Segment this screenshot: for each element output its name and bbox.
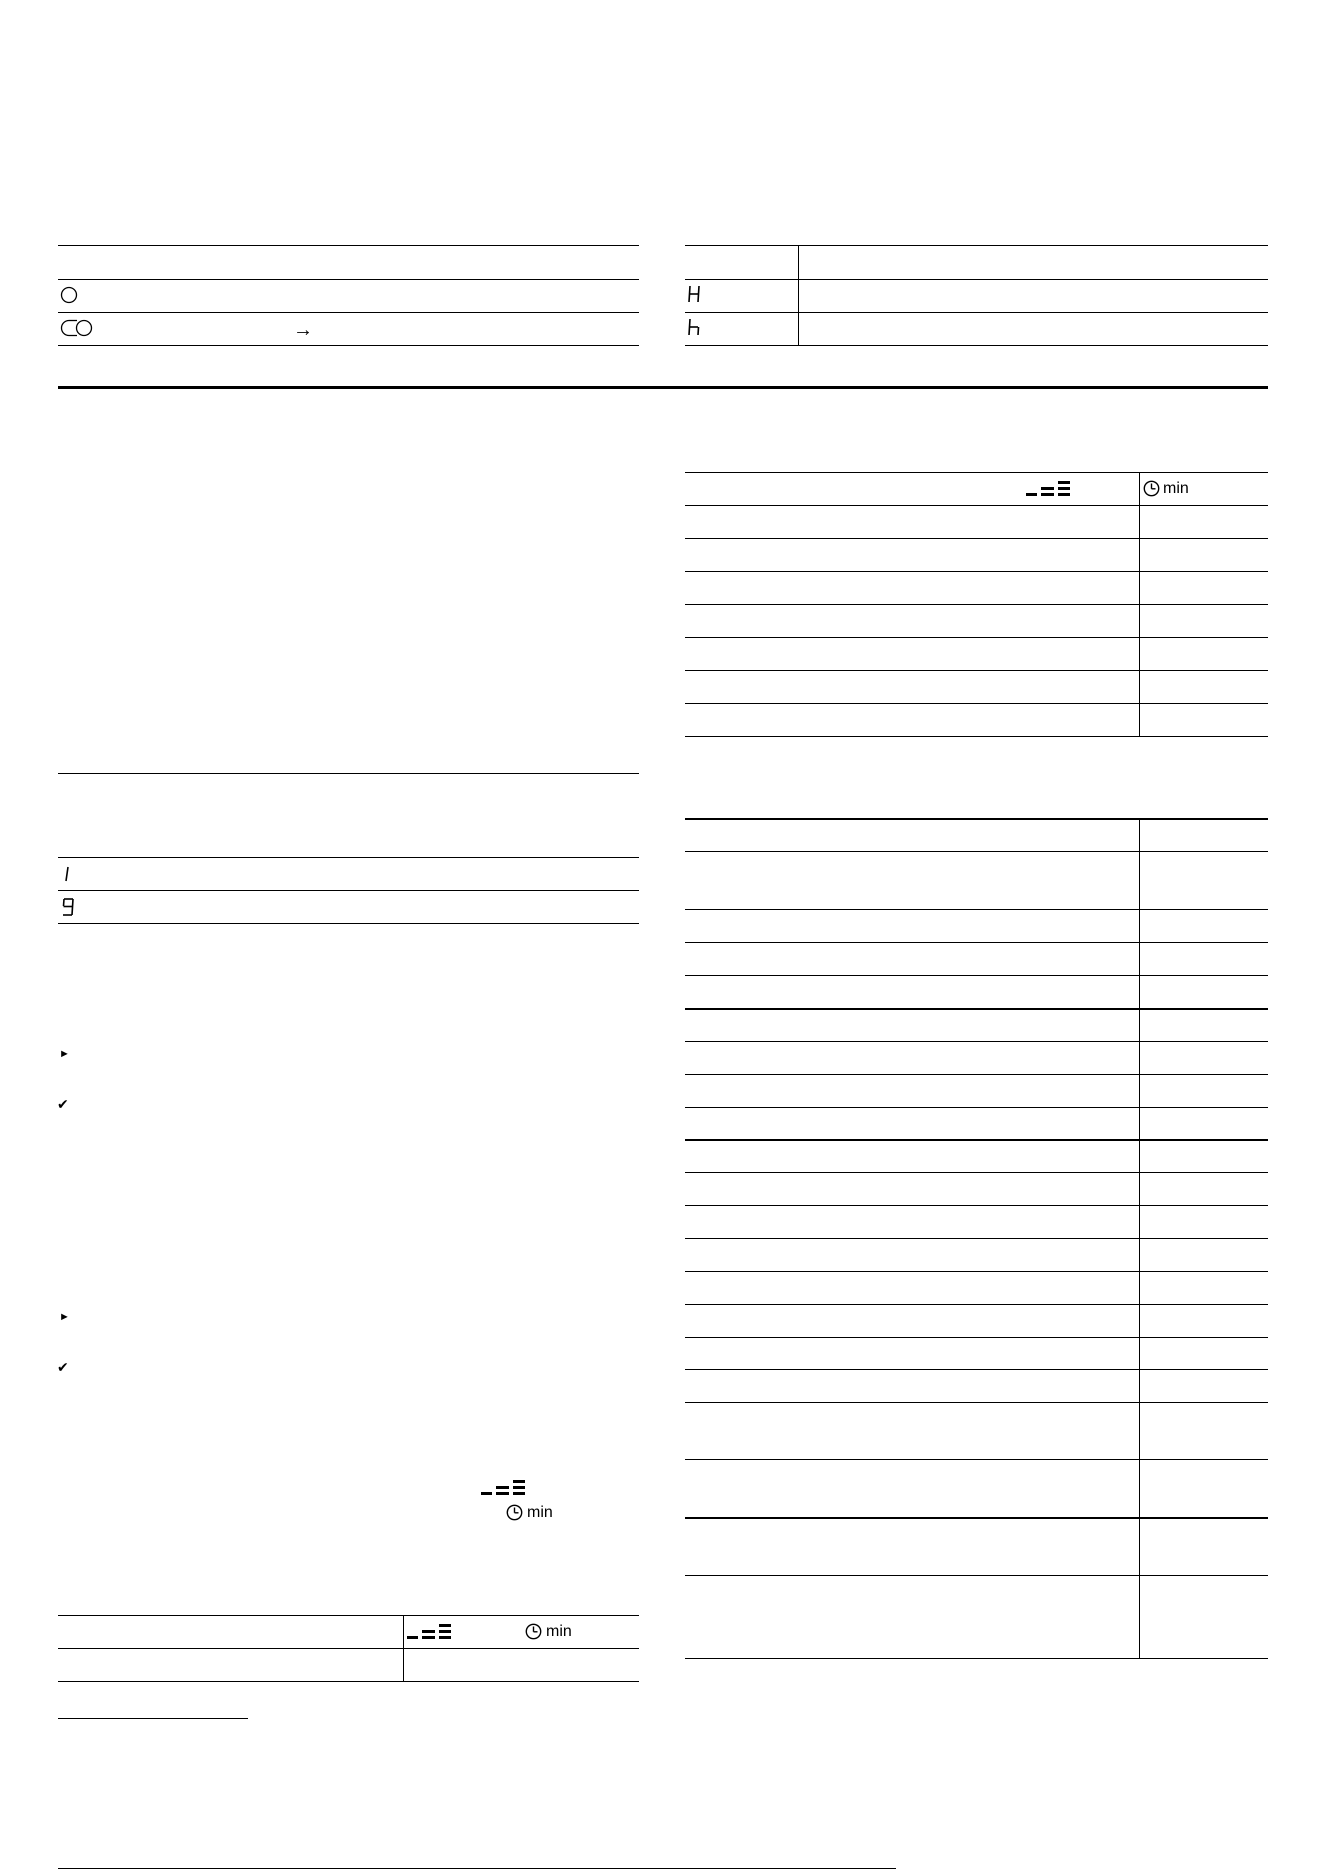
table-rule [685, 538, 1268, 539]
table-rule [685, 1517, 1268, 1519]
table-rule [685, 1337, 1268, 1338]
table-column-rule [1139, 472, 1140, 736]
table-rule [685, 505, 1268, 506]
step-marker-1: ► [59, 1048, 70, 1060]
table-rule [685, 1459, 1268, 1460]
table-rule [58, 245, 639, 246]
table-column-rule [798, 245, 799, 345]
table-rule [685, 472, 1268, 473]
table-rule [685, 1205, 1268, 1206]
table-rule [685, 942, 1268, 943]
clock-icon [1143, 480, 1160, 497]
table-rule [58, 312, 639, 313]
table-rule [685, 670, 1268, 671]
power-level-icon [407, 1622, 451, 1640]
table-rule [685, 345, 1268, 346]
table-rule [685, 736, 1268, 737]
table-rule [685, 818, 1268, 820]
arrow-icon: → [293, 319, 313, 341]
table-rule [685, 909, 1268, 910]
time-unit-label: min [527, 1504, 553, 1521]
table-rule [58, 345, 639, 346]
table-rule [685, 1575, 1268, 1576]
display-code-9 [61, 897, 75, 917]
table-rule [685, 703, 1268, 704]
table-rule [685, 1304, 1268, 1305]
table-rule [685, 1238, 1268, 1239]
display-code-h-upper [687, 284, 701, 304]
display-code-1 [61, 864, 73, 884]
result-checkmark-1: ✔ [57, 1096, 69, 1112]
table-rule [58, 773, 639, 774]
step-marker-2: ► [59, 1311, 70, 1323]
table-rule [685, 1008, 1268, 1010]
power-level-icon [1026, 479, 1070, 497]
table-rule [58, 1648, 639, 1649]
table-rule [58, 1681, 639, 1682]
section-divider [58, 386, 1268, 389]
table-rule [685, 571, 1268, 572]
table-rule [685, 1402, 1268, 1403]
table-rule [58, 279, 639, 280]
table-rule [58, 1615, 639, 1616]
table-rule [685, 245, 1268, 246]
display-code-h-lower [687, 317, 701, 337]
table-rule [685, 1107, 1268, 1108]
result-checkmark-2: ✔ [57, 1359, 69, 1375]
table-rule [685, 1172, 1268, 1173]
bridge-zone-icon [60, 319, 94, 337]
table-rule [58, 923, 639, 924]
time-unit-label: min [1163, 480, 1189, 497]
table-rule [685, 1041, 1268, 1042]
table-rule [685, 975, 1268, 976]
time-unit-label: min [546, 1623, 572, 1640]
table-rule [685, 312, 1268, 313]
clock-icon [506, 1504, 523, 1521]
table-rule [685, 1139, 1268, 1141]
table-rule [685, 637, 1268, 638]
table-rule [685, 1658, 1268, 1659]
table-rule [685, 604, 1268, 605]
circle-icon [60, 286, 78, 304]
table-rule [685, 1074, 1268, 1075]
table-rule [685, 1271, 1268, 1272]
table-rule [685, 279, 1268, 280]
table-rule [58, 857, 639, 858]
table-rule [685, 851, 1268, 852]
table-rule [58, 890, 639, 891]
footnote-rule [58, 1718, 248, 1719]
table-column-rule [403, 1615, 404, 1681]
page-bottom-rule [58, 1868, 896, 1869]
clock-icon [525, 1623, 542, 1640]
table-rule [685, 1369, 1268, 1370]
power-level-icon [481, 1478, 525, 1496]
table-column-rule [1139, 818, 1140, 1658]
